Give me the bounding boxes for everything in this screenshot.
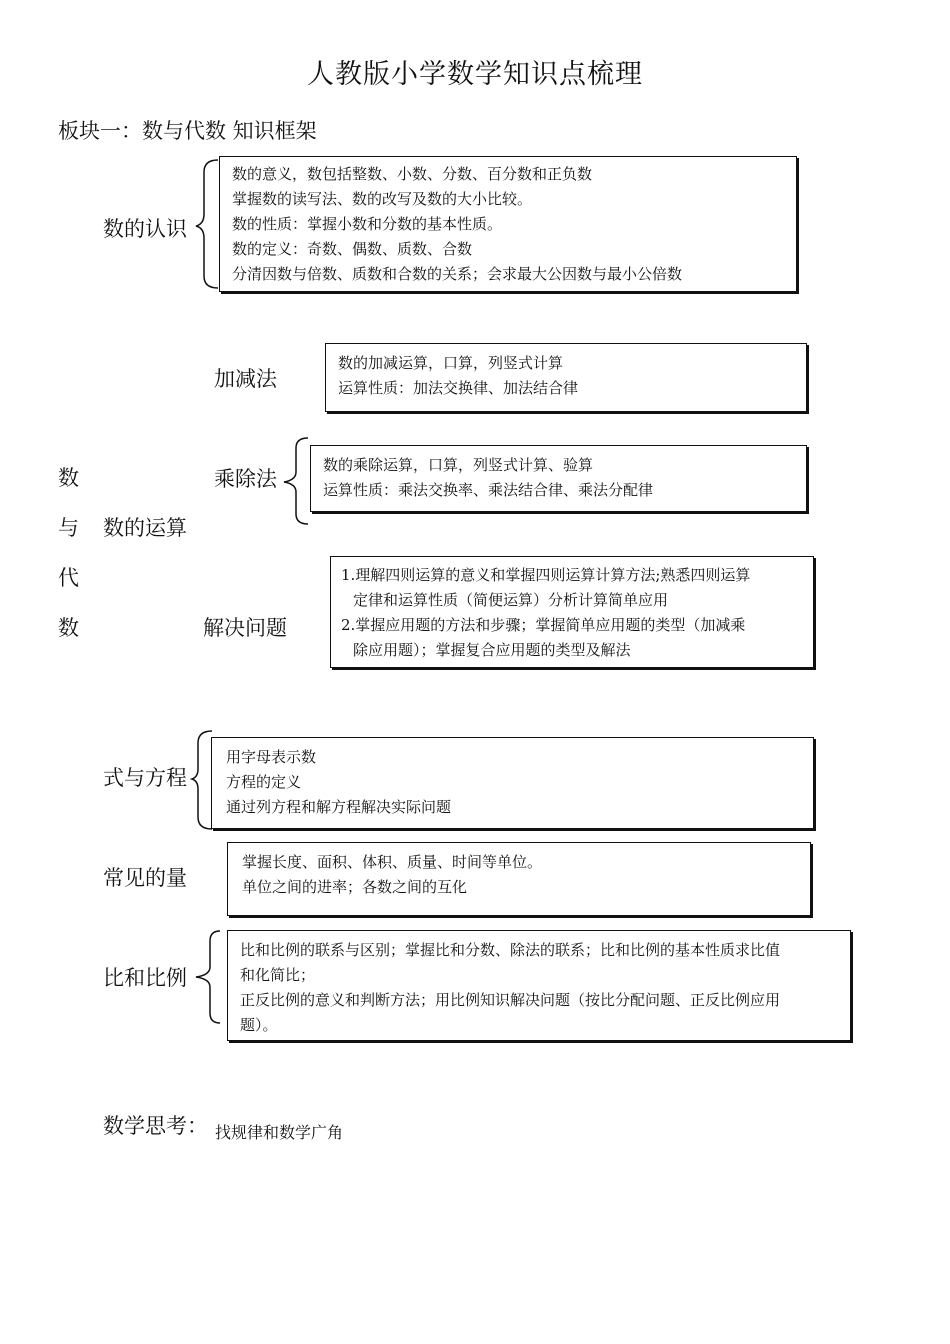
muldiv-label: 乘除法 <box>214 467 277 491</box>
equations-label: 式与方程 <box>103 766 187 790</box>
addsub-label: 加减法 <box>214 367 277 391</box>
text-line: 分清因数与倍数、质数和合数的关系；会求最大公因数与最小公倍数 <box>232 265 683 283</box>
text-line: 和化简比； <box>240 966 316 984</box>
ratio-label: 比和比例 <box>103 966 187 990</box>
problems-label: 解决问题 <box>203 616 287 640</box>
text-line: 1.理解四则运算的意义和掌握四则运算计算方法;熟悉四则运算 <box>341 566 751 584</box>
math-thinking-item: 找规律和数学广角 <box>215 1123 344 1142</box>
text-line: 数的性质：掌握小数和分数的基本性质。 <box>232 215 503 233</box>
text-line: 用字母表示数 <box>226 748 317 766</box>
quantities-box <box>227 842 811 916</box>
left-brace-icon <box>194 158 220 290</box>
text-line: 运算性质：乘法交换率、乘法结合律、乘法分配律 <box>323 481 654 499</box>
text-line: 比和比例的联系与区别；掌握比和分数、除法的联系；比和比例的基本性质求比值 <box>240 941 781 959</box>
side-label-char: 数 <box>58 466 79 490</box>
operations-label: 数的运算 <box>103 516 187 540</box>
page-title: 人教版小学数学知识点梳理 <box>307 59 643 90</box>
text-line: 题）。 <box>240 1016 278 1034</box>
muldiv-box <box>310 445 807 512</box>
text-line: 除应用题）；掌握复合应用题的类型及解法 <box>353 641 631 659</box>
left-brace-icon <box>190 929 224 1025</box>
side-label-char: 代 <box>58 566 79 590</box>
text-line: 掌握数的读写法、数的改写及数的大小比较。 <box>232 190 533 208</box>
text-line: 单位之间的进率；各数之间的互化 <box>242 878 468 896</box>
section-heading: 板块一：数与代数 知识框架 <box>58 119 317 143</box>
text-line: 数的意义，数包括整数、小数、分数、百分数和正负数 <box>232 165 593 183</box>
quantities-label: 常见的量 <box>103 866 187 890</box>
text-line: 掌握长度、面积、体积、质量、时间等单位。 <box>242 853 543 871</box>
text-line: 2.掌握应用题的方法和步骤；掌握简单应用题的类型（加减乘 <box>341 616 746 634</box>
text-line: 数的乘除运算，口算，列竖式计算、验算 <box>323 456 594 474</box>
text-line: 数的定义：奇数、偶数、质数、合数 <box>232 240 473 258</box>
ratio-box <box>227 930 851 1041</box>
problems-box <box>330 556 814 668</box>
equations-box <box>211 737 814 829</box>
left-brace-icon <box>280 436 312 526</box>
text-line: 通过列方程和解方程解决实际问题 <box>226 798 452 816</box>
text-line: 数的加减运算，口算，列竖式计算 <box>338 354 564 372</box>
text-line: 运算性质：加法交换律、加法结合律 <box>338 379 579 397</box>
text-line: 正反比例的意义和判断方法；用比例知识解决问题（按比分配问题、正反比例应用 <box>240 991 781 1009</box>
number-recognition-label: 数的认识 <box>103 217 187 241</box>
text-line: 定律和运算性质（简便运算）分析计算简单应用 <box>353 591 669 609</box>
math-thinking-label: 数学思考： <box>103 1114 208 1138</box>
number-recognition-box <box>219 156 797 292</box>
side-label-char: 数 <box>58 616 79 640</box>
side-label-char: 与 <box>58 516 79 540</box>
addsub-box <box>325 343 807 412</box>
text-line: 方程的定义 <box>226 773 302 791</box>
